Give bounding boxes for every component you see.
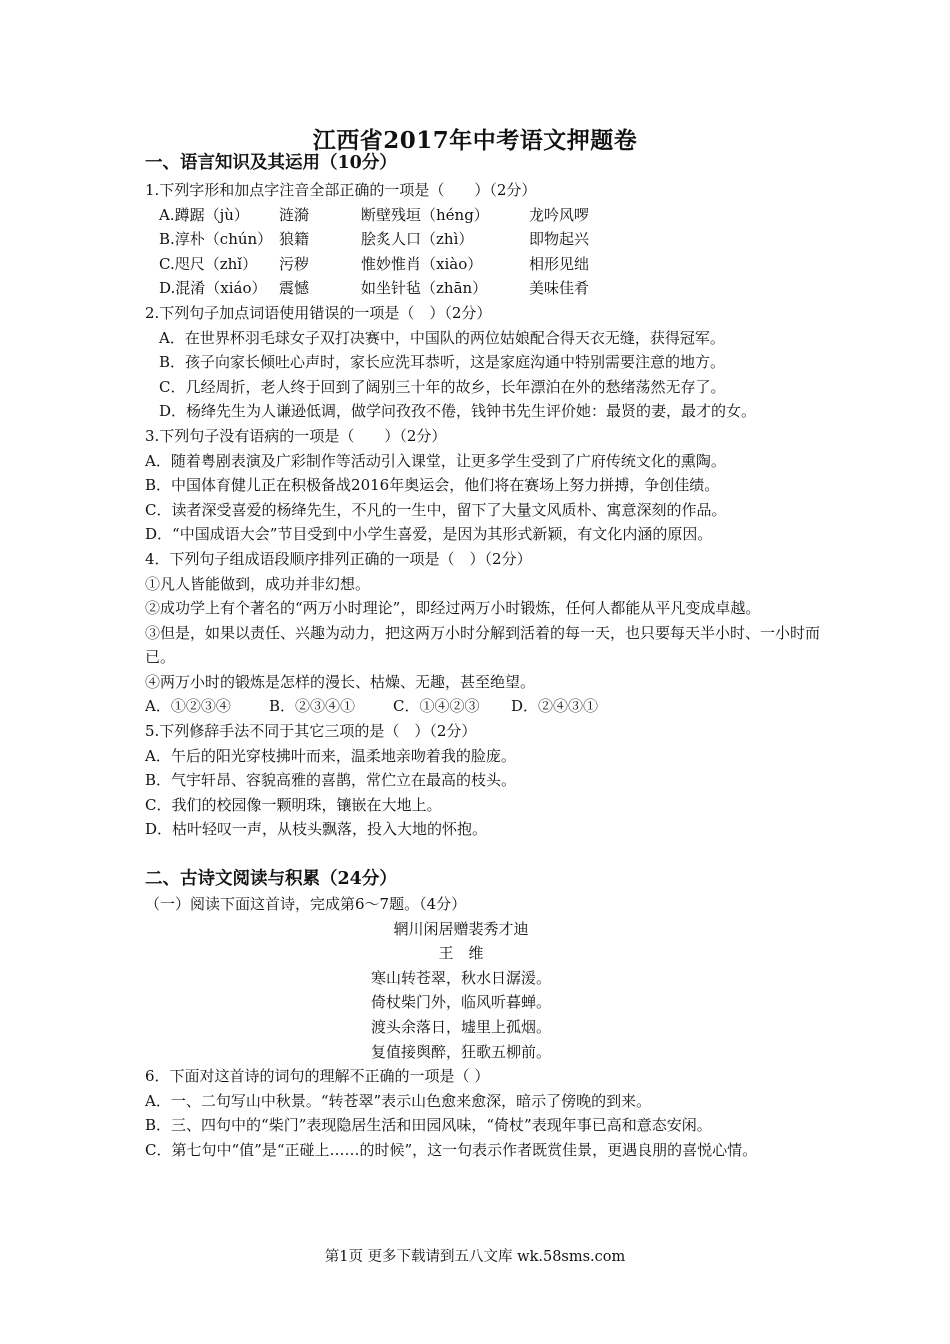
q3-option-d: D．“中国成语大会”节目受到中小学生喜爱，是因为其形式新颖，有文化内涵的原因。 xyxy=(145,525,713,544)
q6-option-b: B．三、四句中的“柴门”表现隐居生活和田园风味，“倚杖”表现年事已高和意态安闲。 xyxy=(145,1116,712,1135)
q2-option-d: D．杨绛先生为人谦逊低调，做学问孜孜不倦，钱钟书先生评价她：最贤的妻，最才的女。 xyxy=(159,402,757,421)
q4-item-3: ③但是，如果以责任、兴趣为动力，把这两万小时分解到活着的每一天，也只要每天半小时、一小时而已。 xyxy=(145,623,821,667)
q3-option-b: B．中国体育健儿正在积极备战2016年奥运会，他们将在赛场上努力拼搏，争创佳绩。 xyxy=(145,476,720,495)
poem-line-4: 复值接舆醉，狂歌五柳前。 xyxy=(370,1042,551,1061)
q3-stem: 3.下列句子没有语病的一项是（ ）（2分） xyxy=(145,426,447,445)
poem-line-3: 渡头余落日，墟里上孤烟。 xyxy=(370,1018,551,1036)
q3-option-a: A．随着粤剧表演及广彩制作等活动引入课堂，让更多学生受到了广府传统文化的熏陶。 xyxy=(145,451,726,470)
document-title: 江西省2017年中考语文押题卷 xyxy=(312,127,638,154)
q2-option-b: B．孩子向家长倾吐心声时，家长应洗耳恭听，这是家庭沟通中特别需要注意的地方。 xyxy=(159,353,726,372)
q1-row-b: B.淳朴（chún） 狼籍 脍炙人口（zhì） 即物起兴 xyxy=(159,230,590,249)
q5-option-b: B．气宇轩昂、容貌高雅的喜鹊，常伫立在最高的枝头。 xyxy=(145,771,517,790)
poem-author: 王 维 xyxy=(438,944,484,963)
q4-item-2: ②成功学上有个著名的“两万小时理论”，即经过两万小时锻炼，任何人都能从平凡变成卓越。 xyxy=(145,599,761,618)
page-footer: 第1页 更多下载请到五八文库 wk.58sms.com xyxy=(324,1249,626,1265)
q2-stem: 2.下列句子加点词语使用错误的一项是（ ）（2分） xyxy=(145,303,492,322)
q1-stem: 1.下列字形和加点字注音全部正确的一项是（ ）（2分） xyxy=(145,181,537,199)
section2-intro: （一）阅读下面这首诗，完成第6～7题。（4分） xyxy=(145,895,467,914)
q5-option-a: A．午后的阳光穿枝拂叶而来，温柔地亲吻着我的脸庞。 xyxy=(145,746,516,765)
q6-option-c: C．第七句中“值”是“正碰上……的时候”，这一句表示作者既赏佳景，更遇良朋的喜悦心情。 xyxy=(145,1140,758,1159)
q2-option-c: C．几经周折，老人终于回到了阔别三十年的故乡，长年漂泊在外的愁绪荡然无存了。 xyxy=(159,377,726,396)
q1-row-c: C.咫尺（zhǐ） 污秽 惟妙惟肖（xiào） 相形见绌 xyxy=(159,254,590,273)
section2-heading: 二、古诗文阅读与积累（24分） xyxy=(145,869,397,890)
q5-stem: 5.下列修辞手法不同于其它三项的是（ ）（2分） xyxy=(145,722,477,741)
q6-stem: 6．下面对这首诗的词句的理解不正确的一项是（ ） xyxy=(145,1067,490,1086)
poem-title: 辋川闲居赠裴秀才迪 xyxy=(393,919,529,938)
poem-line-1: 寒山转苍翠，秋水日潺湲。 xyxy=(370,968,551,987)
q5-option-d: D．枯叶轻叹一声，从枝头飘落，投入大地的怀抱。 xyxy=(145,820,488,839)
q1-row-a: A.蹲踞（jù） 涟漪 断壁残垣（héng） 龙吟风啰 xyxy=(159,205,590,224)
q4-stem: 4．下列句子组成语段顺序排列正确的一项是（ ）（2分） xyxy=(145,549,532,568)
document-body xyxy=(145,150,835,1163)
q1-row-d: D.混淆（xiáo） 震憾 如坐针毡（zhān） 美味佳肴 xyxy=(159,279,590,298)
q3-option-c: C．读者深受喜爱的杨绛先生，不凡的一生中，留下了大量文风质朴、寓意深刻的作品。 xyxy=(145,500,727,519)
q2-option-a: A．在世界杯羽毛球女子双打决赛中，中国队的两位姑娘配合得天衣无缝，获得冠军。 xyxy=(159,328,725,347)
poem-line-2: 倚杖柴门外，临风听暮蝉。 xyxy=(370,993,551,1012)
section1-heading: 一、语言知识及其运用（10分） xyxy=(145,153,397,173)
q6-option-a: A．一、二句写山中秋景。“转苍翠”表示山色愈来愈深，暗示了傍晚的到来。 xyxy=(145,1091,652,1110)
q5-option-c: C．我们的校园像一颗明珠，镶嵌在大地上。 xyxy=(145,795,442,814)
q4-item-4: ④两万小时的锻炼是怎样的漫长、枯燥、无趣，甚至绝望。 xyxy=(145,672,536,691)
q4-item-1: ①凡人皆能做到，成功并非幻想。 xyxy=(145,574,371,593)
q4-choices: A．①②③④ B．②③④① C．①④②③ D．②④③① xyxy=(145,697,599,716)
